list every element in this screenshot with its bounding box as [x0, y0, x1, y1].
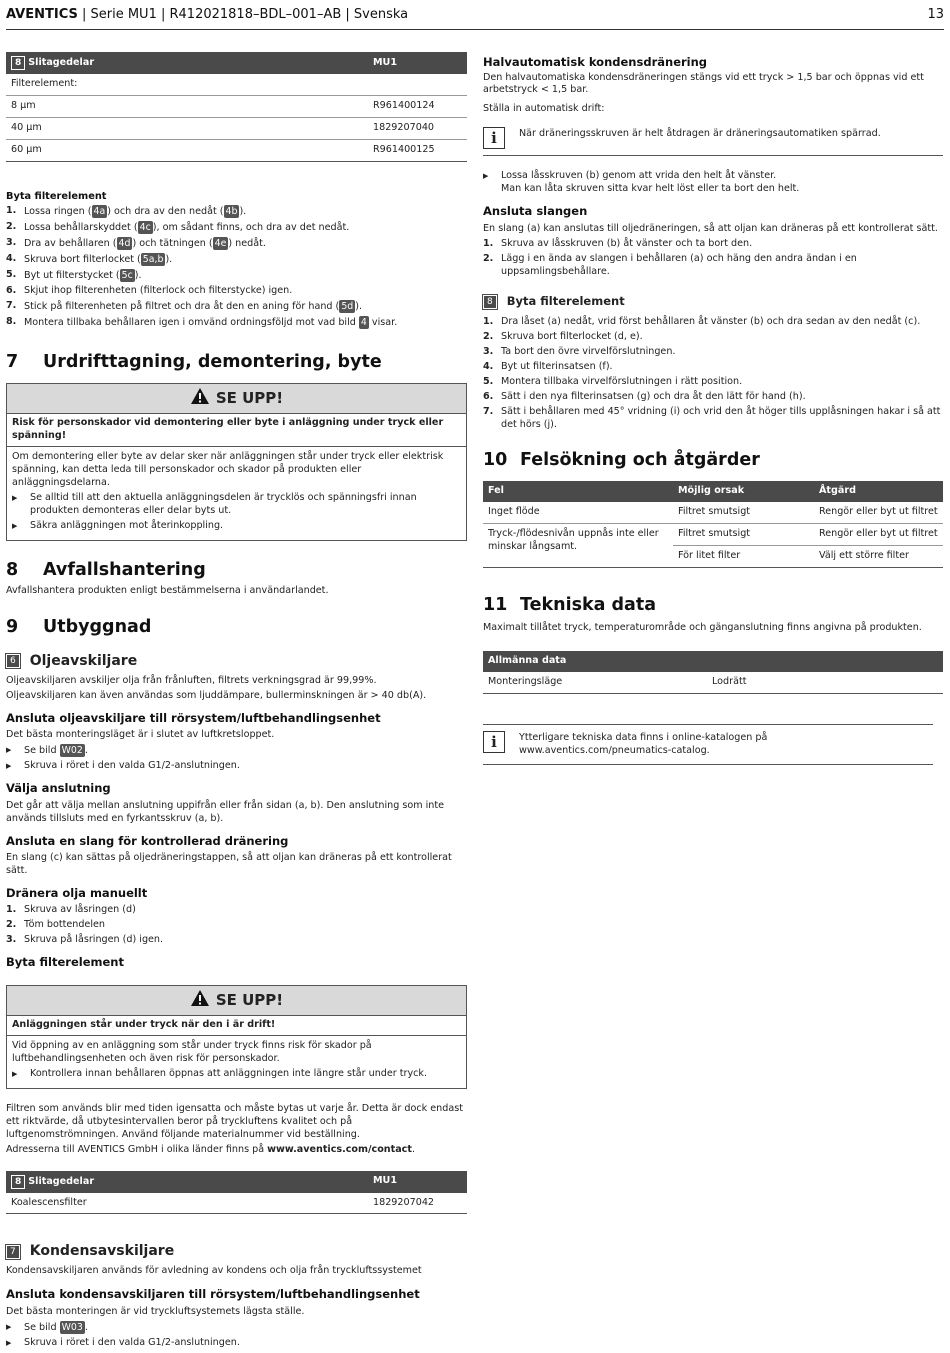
step-number: 5. [6, 268, 17, 280]
list-item [483, 391, 943, 404]
step-number: 5. [483, 375, 494, 387]
step-text-part: ), om sådant finns, och dra av det nedåt. [152, 221, 350, 233]
step-text: Lägg i en ända av slangen i behållaren (a) och häng den andra ändan i en uppsamlingsbehållare. [501, 252, 857, 277]
address-text: . [411, 1143, 416, 1155]
bullet-icon: ▶ [6, 1322, 12, 1331]
step-number: 7. [6, 299, 17, 311]
list-item [6, 760, 467, 773]
section-7-title [6, 351, 467, 375]
figure-ref: 5a,b [142, 253, 164, 265]
subsection-title: Oljeavskiljare [29, 653, 138, 670]
oil-separator-heading [6, 652, 467, 671]
table-cell: Filtret smutsigt [673, 523, 814, 545]
step-text [24, 285, 292, 298]
replace-filter-block [6, 190, 467, 330]
list-item [483, 316, 943, 329]
troubleshooting-table [483, 481, 943, 568]
step-text-part: Skjut ihop filterenheten (filterlock och filterstycke) igen. [24, 284, 293, 296]
figure-ref: 4a [93, 205, 106, 217]
table-cell: 1829207042 [368, 1193, 467, 1214]
figure-badge: 6 [6, 654, 20, 668]
hose-drain-title: Ansluta en slang för kontrollerad dränering [6, 833, 289, 848]
bullet-icon: ▶ [12, 521, 18, 530]
list-item [6, 316, 467, 330]
bullet-icon: ▶ [483, 172, 489, 181]
caution-box-9 [6, 985, 467, 1089]
wear-table-header [6, 1171, 368, 1193]
step-text-part: Dra av behållaren ( [24, 237, 117, 249]
list-item [6, 300, 467, 314]
list-item [6, 269, 467, 283]
address-text: Adresserna till AVENTICS GmbH i olika länder finns på [6, 1143, 268, 1155]
oil-separator-text: Oljeavskiljaren kan även användas som ljuddämpare, bullerminskningen är > 40 db(A). [6, 689, 427, 701]
table-header: Allmänna data [483, 651, 943, 672]
table-row [483, 502, 943, 523]
step-text-part: ). [239, 205, 247, 217]
replace-filter-heading-right [483, 294, 943, 310]
section-number: 7 [6, 352, 19, 373]
table-cell: Tryck-/flödesnivån uppnås inte eller minskar långsamt. [483, 523, 673, 567]
lock-screw-bullets [483, 170, 943, 196]
bullet-text: . [84, 745, 88, 757]
table-cell: För litet filter [673, 545, 814, 567]
subsection-title: Kondensavskiljare [29, 1243, 175, 1260]
figure-ref: 4d [118, 237, 131, 249]
caution-body [7, 414, 466, 540]
select-connection-title: Välja anslutning [6, 781, 111, 796]
connect-text: Det bästa monteringsläget är i slutet av luftkretsloppet. [6, 729, 275, 741]
bullet-icon: ▶ [12, 1069, 18, 1078]
section-title-text: Tekniska data [520, 594, 657, 615]
section-8-title [6, 559, 467, 583]
figure-ref: 4e [214, 237, 227, 249]
table-row [483, 523, 943, 545]
caution-text: Om demontering eller byte av delar sker när anläggningen står under tryck eller elektrisk spänning, kan detta leda till personskador och skador på produkten eller anläggningsdelarna. [12, 451, 444, 489]
list-item [6, 1337, 467, 1350]
caution-label: SE UPP! [215, 990, 284, 1009]
table-cell: R961400125 [368, 139, 467, 161]
step-text: Skruva bort filterlocket (d, e). [501, 330, 643, 342]
list-item [483, 361, 943, 374]
warning-triangle-icon [190, 387, 210, 410]
condensate-text: Kondensavskiljaren används för avledning av kondens och olja från tryckluftssystemet [6, 1265, 422, 1277]
connect-hose-title: Ansluta slangen [483, 204, 588, 219]
step-text: Skruva av låsringen (d) [24, 904, 136, 916]
step-number: 2. [483, 330, 494, 342]
col-header: Slitagedelar [28, 57, 95, 68]
warning-triangle-icon [190, 989, 210, 1012]
replace-filter-title-2: Byta filterelement [6, 955, 124, 970]
list-item [483, 238, 943, 251]
step-text: Byt ut filterinsatsen (f). [501, 360, 613, 372]
header-doc-info [6, 6, 408, 24]
list-item [12, 1068, 461, 1081]
filter-replacement-text: Filtren som används blir med tiden igensatta och måste bytas ut varje år. Detta är dock endast ett riktvärde, då utbytesintervallen beror på tryckluftens kvalitet och på luftgenomströmningen. Använd följande materialnummer vid beställning. [6, 1102, 463, 1140]
section-title-text: Utbyggnad [43, 617, 152, 638]
list-item [6, 253, 467, 267]
step-text-part: ) och tätningen ( [132, 237, 213, 249]
list-item [6, 285, 467, 298]
table-cell: Rengör eller byt ut filtret [814, 502, 943, 523]
bullet-text: Se bild [24, 745, 60, 757]
list-item [483, 253, 943, 279]
list-item [6, 237, 467, 251]
section-11-title [483, 594, 943, 618]
table-cell: Koalescensfilter [6, 1193, 368, 1214]
bullet-icon: ▶ [6, 1338, 12, 1347]
step-text [24, 269, 142, 283]
table-cell [368, 74, 467, 95]
table-cell: Rengör eller byt ut filtret [814, 523, 943, 545]
step-text-part: Byt ut filterstycket ( [24, 269, 120, 281]
table-cell: R961400124 [368, 95, 467, 117]
step-text [24, 253, 172, 267]
figure-ref: W02 [61, 745, 83, 757]
step-number: 8. [6, 315, 17, 327]
info-text: Ytterligare tekniska data finns i online-katalogen på www.aventics.com/pneumatics-catalog. [519, 732, 768, 757]
figure-ref: W03 [61, 1321, 83, 1333]
wear-table-header [6, 52, 368, 74]
step-number: 6. [6, 284, 17, 296]
step-number: 1. [6, 204, 17, 216]
step-number: 3. [6, 236, 17, 248]
caution-bullets [12, 492, 461, 533]
table-cell: 8 µm [6, 95, 368, 117]
list-item [483, 346, 943, 359]
step-text: Ta bort den övre virvelförslutningen. [501, 345, 676, 357]
bullet-text: Lossa låsskruven (b) genom att vrida den helt åt vänster. [501, 170, 777, 182]
list-item [483, 331, 943, 344]
list-item [6, 1321, 467, 1335]
info-icon: i [483, 731, 505, 753]
figure-badge: 8 [11, 56, 25, 70]
address-line [6, 1144, 467, 1157]
section-number: 11 [483, 594, 508, 615]
manual-drain-title: Dränera olja manuellt [6, 885, 148, 900]
select-connection-text: Det går att välja mellan anslutning uppifrån eller från sidan (a, b). Den anslutning som inte används tillsluts med en fyrkantsskruv (a, b). [6, 799, 445, 824]
col-header-mu1: MU1 [368, 52, 467, 74]
caution-bullets [12, 1068, 461, 1081]
step-number: 1. [483, 315, 494, 327]
col-header: Åtgärd [814, 481, 943, 502]
step-number: 1. [6, 904, 17, 916]
table-cell: Lodrätt [707, 672, 943, 693]
step-text: Skruva av låsskruven (b) åt vänster och ta bort den. [501, 237, 753, 249]
condensate-heading [6, 1242, 467, 1261]
section-8-text: Avfallshantera produkten enligt bestämmelserna i användarlandet. [6, 585, 329, 597]
hose-drain-text: En slang (c) kan sättas på oljedräneringstappen, så att oljan kan dräneras på ett kontrollerat sätt. [6, 852, 452, 876]
step-text-part: Stick på filterenheten på filtret och dra åt den en aning för hand ( [24, 300, 340, 312]
bullet-text: . [84, 1321, 88, 1333]
step-text: Töm bottendelen [24, 919, 105, 931]
doc-reference: | Serie MU1 | R412021818–BDL–001–AB | Svenska [77, 6, 409, 22]
right-column [483, 55, 943, 765]
step-text-part: Lossa ringen ( [24, 205, 92, 217]
figure-ref: 5c [121, 269, 133, 281]
connect-condensate-title: Ansluta kondensavskiljaren till rörsystem/luftbehandlingsenhet [6, 1287, 420, 1302]
connect-oil-separator-title: Ansluta oljeavskiljare till rörsystem/luftbehandlingsenhet [6, 710, 381, 725]
caution-header [7, 986, 466, 1016]
step-text [24, 221, 349, 235]
section-number: 8 [6, 559, 19, 580]
replace-filter-steps [6, 205, 467, 330]
bullet-text: Se alltid till att den aktuella anläggningsdelen är trycklös och spänningsfri innan produkten demonteras eller delar byts ut. [30, 492, 417, 516]
step-text [24, 300, 362, 314]
semi-auto-text: Den halvautomatiska kondensdräneringen stängs vid ett tryck > 1,5 bar och öppnas vid ett arbetstryck < 1,5 bar. [483, 71, 924, 96]
section-10-title [483, 449, 943, 473]
col-header: Möjlig orsak [673, 481, 814, 502]
figure-ref: 5d [341, 300, 354, 312]
list-item [6, 904, 467, 917]
bullet-text: Kontrollera innan behållaren öppnas att anläggningen inte längre står under tryck. [30, 1067, 428, 1079]
list-item [12, 492, 461, 518]
step-number: 2. [483, 252, 494, 264]
list-item [6, 221, 467, 235]
section-title-text: Felsökning och åtgärder [520, 450, 760, 471]
step-text [24, 205, 246, 219]
step-text-part: ). [134, 269, 142, 281]
list-item [483, 170, 943, 196]
list-item [6, 934, 467, 947]
step-text-part: visar. [368, 316, 398, 328]
bullet-text: Säkra anläggningen mot återinkoppling. [30, 519, 224, 531]
table-cell: 1829207040 [368, 117, 467, 139]
info-icon: i [483, 127, 505, 149]
brand-name: AVENTICS [6, 6, 78, 22]
info-box-2 [483, 724, 933, 765]
step-text-part: Lossa behållarskyddet ( [24, 221, 138, 233]
bullet-icon: ▶ [12, 494, 18, 503]
table-cell: Monteringsläge [483, 672, 707, 693]
step-text-part: Montera tillbaka behållaren igen i omvänd ordningsföljd mot vad bild [24, 316, 359, 328]
contact-link[interactable]: www.aventics.com/contact [267, 1143, 412, 1155]
step-text-part: ) och dra av den nedåt ( [107, 205, 224, 217]
caution-label: SE UPP! [215, 389, 284, 408]
caution-heading: Anläggningen står under tryck när den i är drift! [7, 1019, 466, 1036]
semi-auto-drain-title: Halvautomatisk kondensdränering [483, 55, 708, 69]
bullet-icon: ▶ [6, 746, 12, 755]
section-title-text: Urdrifttagning, demontering, byte [43, 352, 382, 373]
bullet-text: Se bild [24, 1321, 60, 1333]
info-text: När dräneringsskruven är helt åtdragen är dräneringsautomatiken spärrad. [519, 128, 881, 140]
step-number: 2. [6, 220, 17, 232]
step-text [24, 237, 266, 251]
list-item [483, 376, 943, 389]
step-number: 7. [483, 405, 494, 417]
table-cell: Välj ett större filter [814, 545, 943, 567]
section-title-text: Avfallshantering [43, 559, 206, 580]
connect-hose-text: En slang (a) kan anslutas till oljedräneringen, så att oljan kan dräneras på ett kontrollerat sätt. [483, 222, 938, 234]
step-number: 6. [483, 390, 494, 402]
wear-parts-table-2 [6, 1171, 467, 1215]
caution-text: Vid öppning av en anläggning som står under tryck finns risk för skador på luftbehandlingsenheten och även risk för personskador. [12, 1039, 372, 1064]
step-text-part: Skruva bort filterlocket ( [24, 253, 141, 265]
step-text [24, 316, 397, 330]
list-item [6, 919, 467, 932]
connect-text: Det bästa monteringen är vid tryckluftsystemets lägsta ställe. [6, 1305, 305, 1317]
table-cell: Inget flöde [483, 502, 673, 523]
step-number: 4. [6, 252, 17, 264]
step-number: 1. [483, 237, 494, 249]
step-text: Montera tillbaka virvelförslutningen i rätt position. [501, 375, 743, 387]
bullet-text: Skruva i röret i den valda G1/2-anslutningen. [24, 1336, 240, 1348]
wear-parts-table [6, 52, 467, 162]
replace-filter-title: Byta filterelement [6, 190, 107, 202]
step-number: 2. [6, 919, 17, 931]
subsection-title: Byta filterelement [506, 294, 625, 309]
figure-ref: 4b [225, 205, 238, 217]
caution-body [7, 1016, 466, 1088]
connect-hose-steps [483, 238, 943, 279]
table-cell: 60 µm [6, 139, 368, 161]
technical-data-text: Maximalt tillåtet tryck, temperaturområde och gänganslutning finns angivna på produkten. [483, 622, 922, 634]
table-cell: Filterelement: [6, 74, 368, 95]
caution-header [7, 384, 466, 414]
col-header: Slitagedelar [28, 1175, 95, 1187]
list-item [6, 205, 467, 219]
figure-badge: 7 [6, 1245, 20, 1259]
step-text-part: ). [355, 300, 363, 312]
list-item [483, 406, 943, 432]
oil-separator-text: Oljeavskiljaren avskiljer olja från frånluften, filtrets verkningsgrad är 99,99%. [6, 674, 377, 686]
left-column [6, 52, 467, 1352]
step-text: Skruva på låsringen (d) igen. [24, 934, 164, 946]
section-9-title [6, 616, 467, 640]
general-data-table [483, 651, 943, 694]
step-number: 3. [6, 934, 17, 946]
table-row [483, 672, 943, 693]
bullet-text: Man kan låta skruven sitta kvar helt löst eller ta bort den helt. [501, 183, 800, 195]
bullet-icon: ▶ [6, 762, 12, 771]
connect-bullets [6, 744, 467, 773]
table-cell: 40 µm [6, 117, 368, 139]
section-number: 10 [483, 450, 508, 471]
step-number: 3. [483, 345, 494, 357]
step-text: Sätt i den nya filterinsatsen (g) och dra åt den lätt för hand (h). [501, 390, 806, 402]
caution-heading: Risk för personskador vid demontering eller byte i anläggning under tryck eller spänning! [7, 417, 466, 447]
step-text-part: ) nedåt. [228, 237, 266, 249]
connect-bullets [6, 1321, 467, 1350]
figure-ref: 4 [360, 316, 367, 328]
figure-badge: 8 [11, 1175, 25, 1189]
step-text: Sätt i behållaren med 45° vridning (i) och vrid den åt höger tills upplåsningen hakar i så att det hörs (j). [501, 405, 941, 430]
section-number: 9 [6, 617, 19, 638]
table-cell: Filtret smutsigt [673, 502, 814, 523]
col-header-mu1: MU1 [368, 1171, 467, 1193]
caution-box-7 [6, 383, 467, 541]
replace-filter-steps-right [483, 316, 943, 432]
auto-mode-text: Ställa in automatisk drift: [483, 103, 605, 115]
page-header [6, 0, 944, 30]
list-item [12, 520, 461, 533]
manual-drain-steps [6, 904, 467, 947]
step-text-part: ). [165, 253, 173, 265]
figure-ref: 4c [139, 221, 151, 233]
info-box-1 [483, 124, 943, 156]
col-header: Fel [483, 481, 673, 502]
step-text: Dra låset (a) nedåt, vrid först behållaren åt vänster (b) och dra sedan av den nedåt (c). [501, 315, 921, 327]
list-item [6, 744, 467, 758]
step-number: 4. [483, 360, 494, 372]
bullet-text: Skruva i röret i den valda G1/2-anslutningen. [24, 760, 240, 772]
page-number: 13 [927, 6, 944, 22]
figure-badge: 8 [483, 295, 497, 309]
